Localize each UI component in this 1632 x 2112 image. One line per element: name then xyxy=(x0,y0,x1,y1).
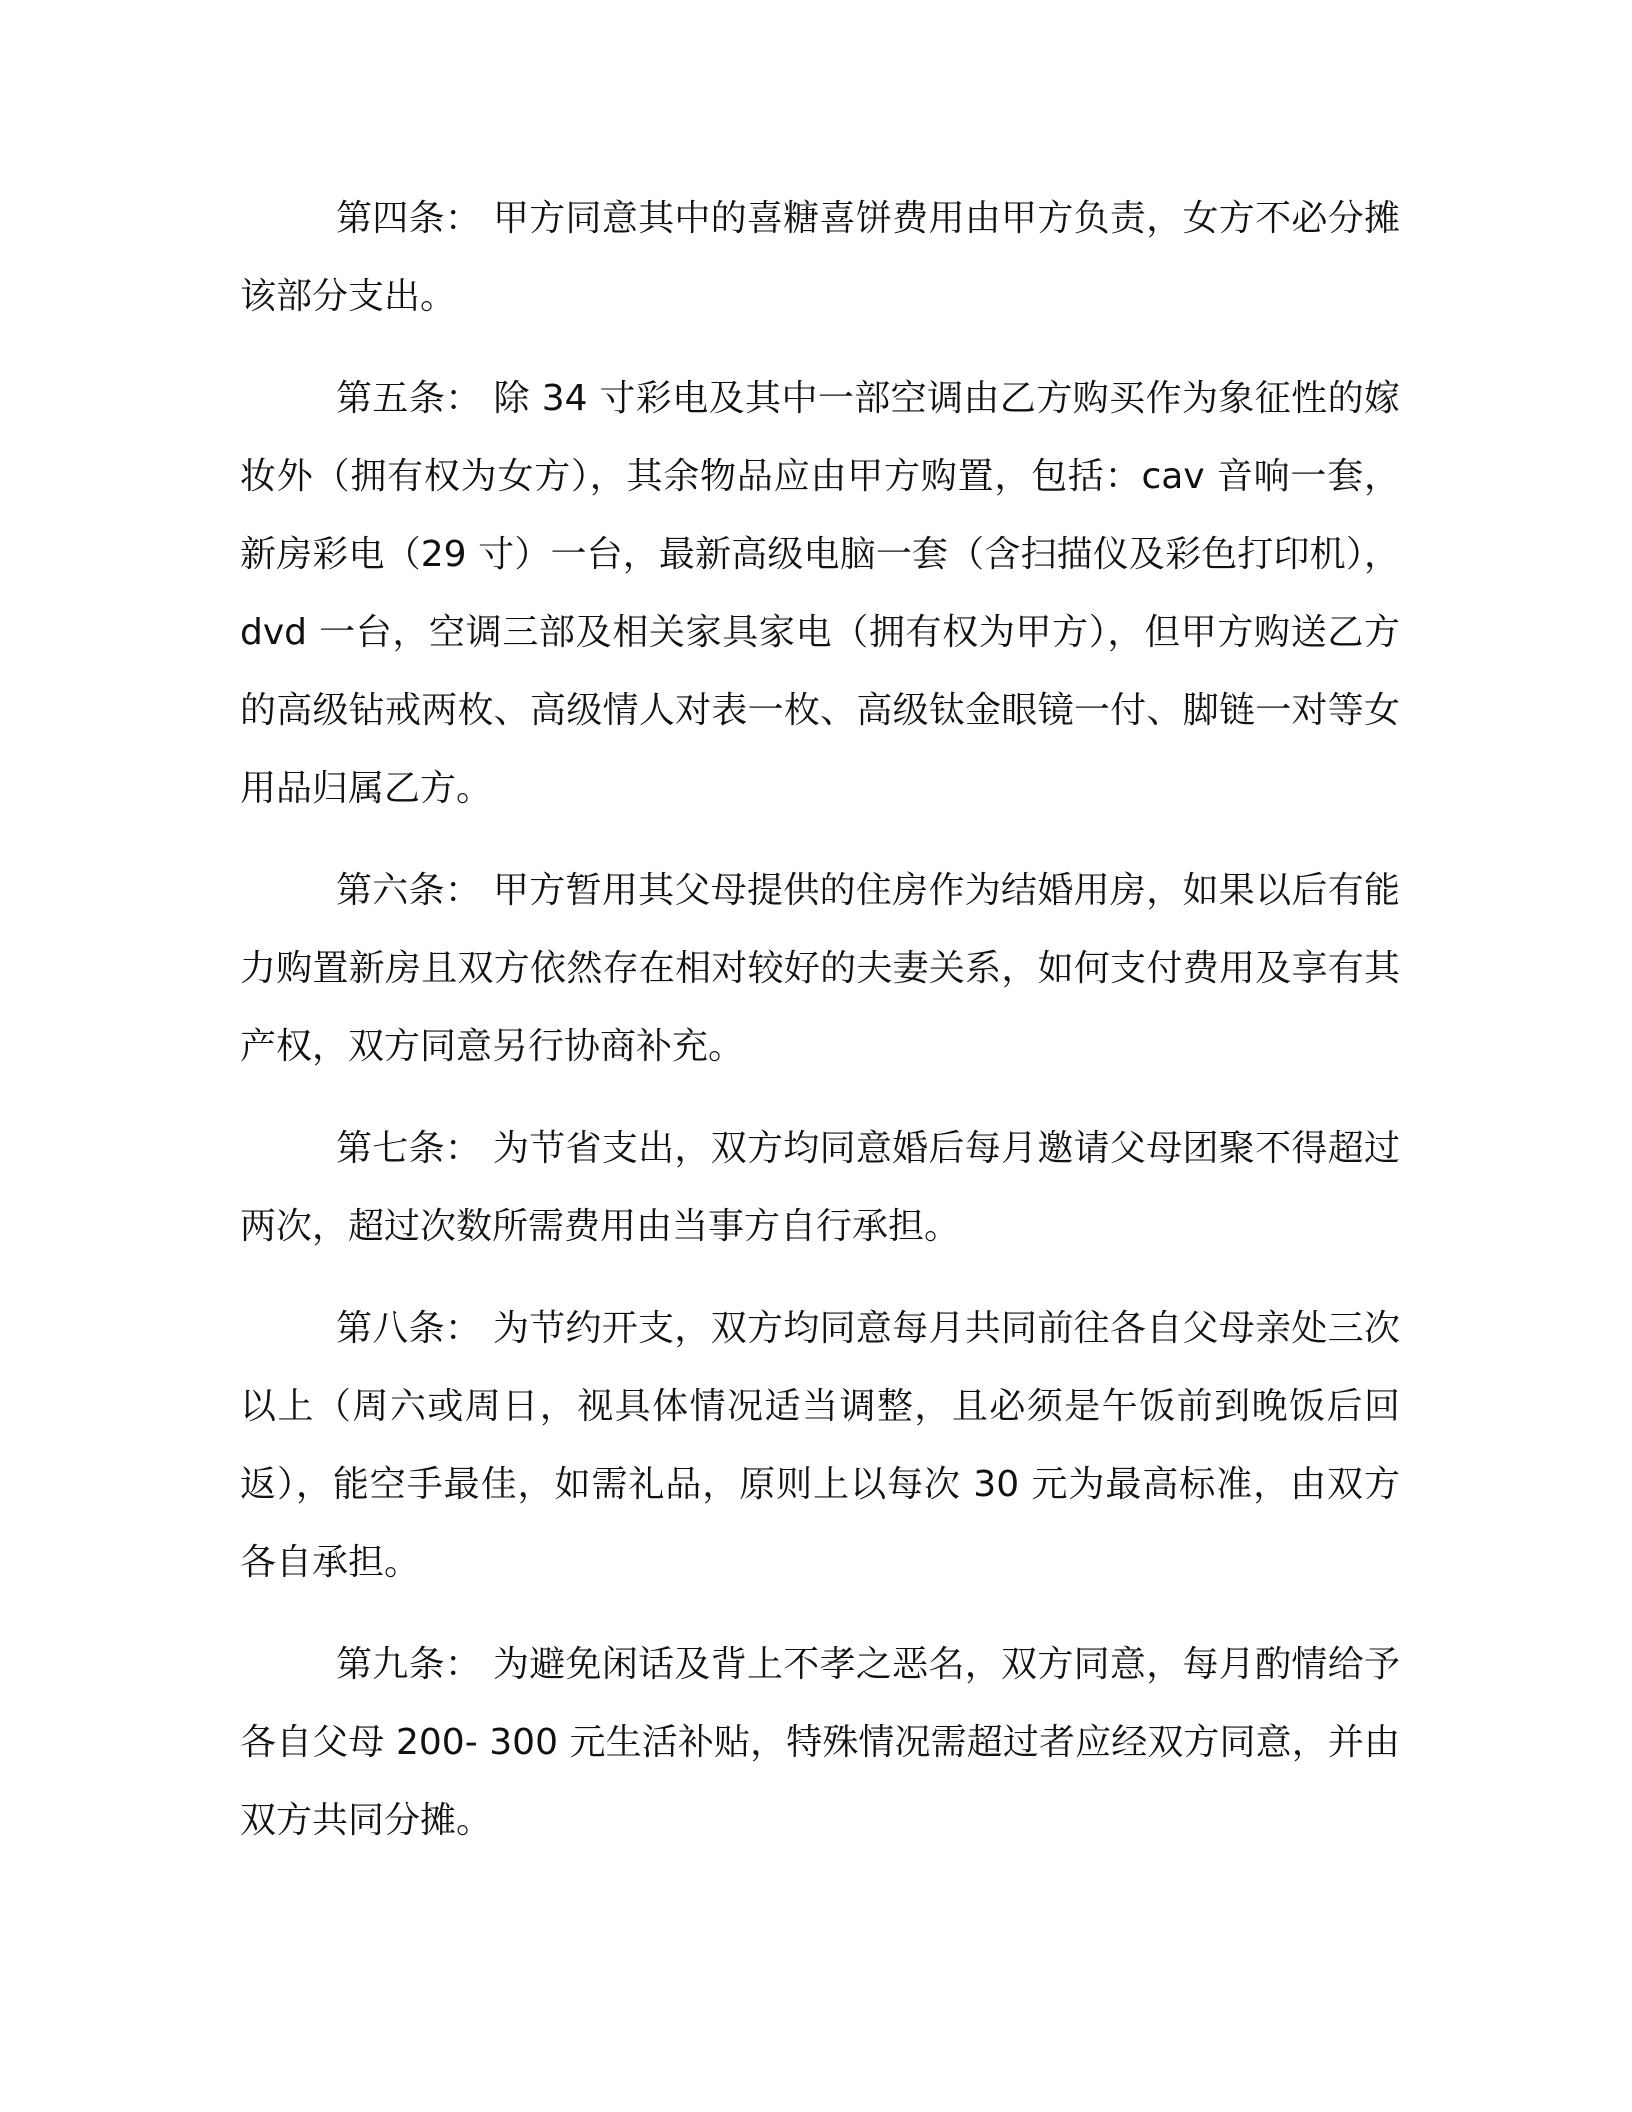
article-text: 为节省支出，双方均同意婚后每月邀请父母团聚不得超过两次，超过次数所需费用由当事方自行承担。 xyxy=(240,1128,1400,1247)
article-6 xyxy=(240,852,1400,1086)
article-label: 第六条： xyxy=(336,870,482,911)
article-text: 甲方暂用其父母提供的住房作为结婚用房，如果以后有能力购置新房且双方依然存在相对较好的夫妻关系，如何支付费用及享有其产权，双方同意另行协商补充。 xyxy=(240,870,1400,1067)
article-text: 为避免闲话及背上不孝之恶名，双方同意，每月酌情给予各自父母 200- 300 元生活补贴，特殊情况需超过者应经双方同意，并由双方共同分摊。 xyxy=(240,1644,1400,1841)
article-4 xyxy=(240,180,1400,336)
document-body xyxy=(240,180,1400,1884)
article-label: 第八条： xyxy=(336,1308,482,1349)
article-label: 第七条： xyxy=(336,1128,482,1169)
article-7 xyxy=(240,1110,1400,1266)
article-label: 第四条： xyxy=(336,198,482,239)
article-8 xyxy=(240,1290,1400,1602)
article-text: 除 34 寸彩电及其中一部空调由乙方购买作为象征性的嫁妆外（拥有权为女方），其余物品应由甲方购置，包括：cav 音响一套，新房彩电（29 寸）一台，最新高级电脑一套（含扫描仪及彩色打印机），dvd 一台，空调三部及相关家具家电（拥有权为甲方），但甲方购送乙方的高级钻戒两枚、高级情人对表一枚、高级钛金眼镜一付、脚链一对等女用品归属乙方。 xyxy=(240,378,1400,809)
article-text: 为节约开支，双方均同意每月共同前往各自父母亲处三次以上（周六或周日，视具体情况适当调整，且必须是午饭前到晚饭后回返），能空手最佳，如需礼品，原则上以每次 30 元为最高标准，由双方各自承担。 xyxy=(240,1308,1400,1583)
article-text: 甲方同意其中的喜糖喜饼费用由甲方负责，女方不必分摊该部分支出。 xyxy=(240,198,1400,317)
article-9 xyxy=(240,1626,1400,1860)
article-5 xyxy=(240,360,1400,828)
article-label: 第五条： xyxy=(336,378,482,419)
article-label: 第九条： xyxy=(336,1644,482,1685)
